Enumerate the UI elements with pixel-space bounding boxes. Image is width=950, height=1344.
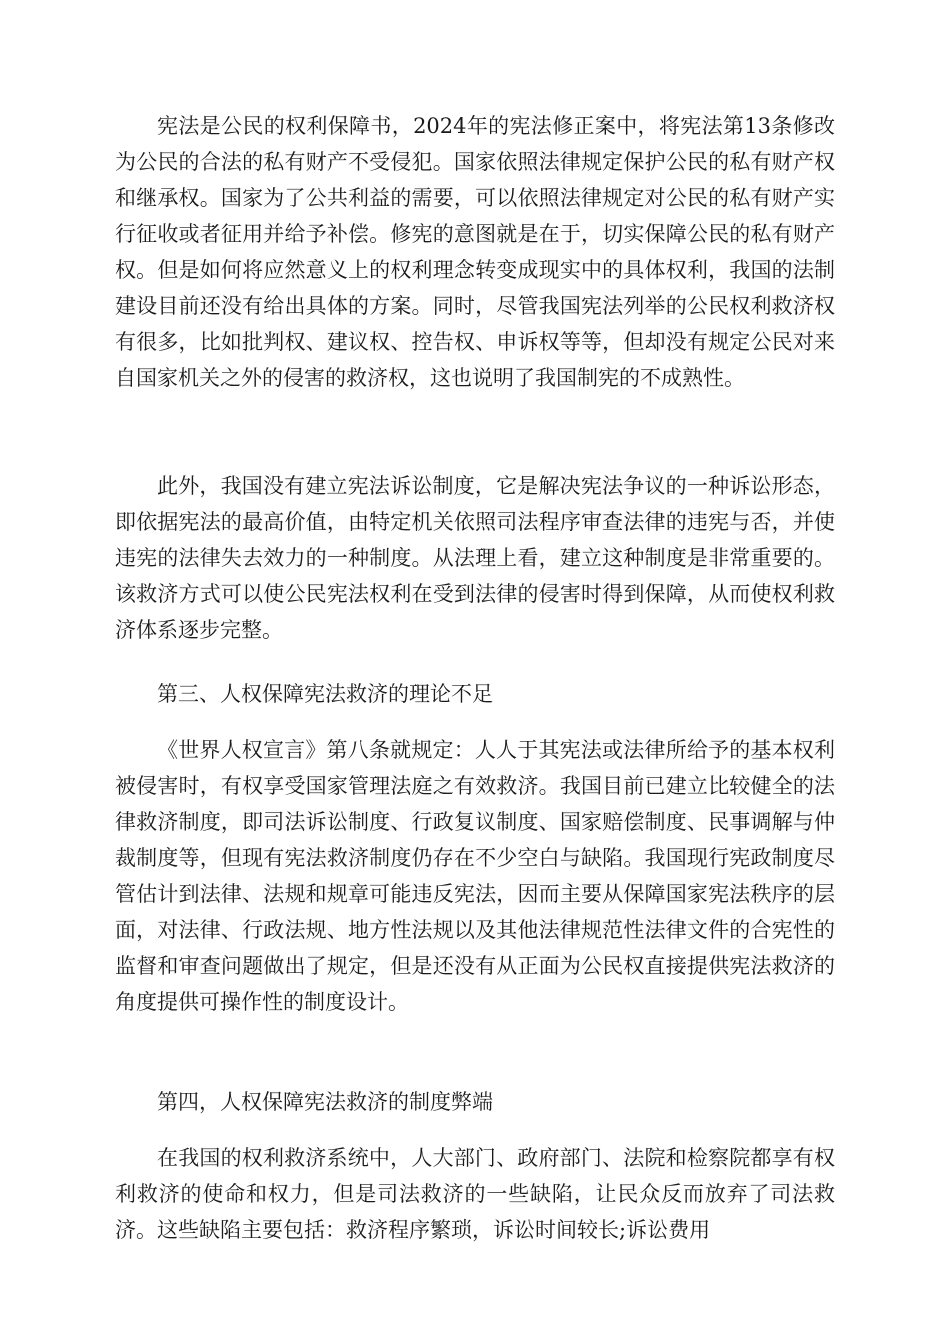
paragraph-human-rights-declaration: [115, 732, 835, 1020]
paragraph-text: 此外，我国没有建立宪法诉讼制度，它是解决宪法争议的一种诉讼形态，即依据宪法的最高价值，由特定机关依照司法程序审查法律的违宪与否，并使违宪的法律失去效力的一种制度。从法理上看，建立这种制度是非常重要的。该救济方式可以使公民宪法权利在受到法律的侵害时得到保障，从而使权利救济体系逐步完整。: [115, 474, 835, 642]
paragraph-constitutional-litigation: [115, 468, 835, 648]
heading-text: 第三、人权保障宪法救济的理论不足: [157, 682, 493, 706]
paragraph-text: 宪法是公民的权利保障书，2024年的宪法修正案中，将宪法第13条修改为公民的合法的私有财产不受侵犯。国家依照法律规定保护公民的私有财产权和继承权。国家为了公共利益的需要，可以依照法律规定对公民的私有财产实行征收或者征用并给予补偿。修宪的意图就是在于，切实保障公民的私有财产权。但是如何将应然意义上的权利理念转变成现实中的具体权利，我国的法制建设目前还没有给出具体的方案。同时，尽管我国宪法列举的公民权利救济权有很多，比如批判权、建议权、控告权、申诉权等等，但却没有规定公民对来自国家机关之外的侵害的救济权，这也说明了我国制宪的不成熟性。: [115, 114, 835, 390]
paragraph-remedy-system: [115, 1140, 835, 1248]
heading-text: 第四，人权保障宪法救济的制度弊端: [157, 1090, 493, 1114]
paragraph-text: 在我国的权利救济系统中，人大部门、政府部门、法院和检察院都享有权利救济的使命和权力，但是司法救济的一些缺陷，让民众反而放弃了司法救济。这些缺陷主要包括：救济程序繁琐，诉讼时间较长;诉讼费用: [115, 1146, 835, 1242]
paragraph-private-property: [115, 108, 835, 396]
paragraph-text: 《世界人权宣言》第八条就规定：人人于其宪法或法律所给予的基本权利被侵害时，有权享受国家管理法庭之有效救济。我国目前已建立比较健全的法律救济制度，即司法诉讼制度、行政复议制度、国家赔偿制度、民事调解与仲裁制度等，但现有宪法救济制度仍存在不少空白与缺陷。我国现行宪政制度尽管估计到法律、法规和规章可能违反宪法，因而主要从保障国家宪法秩序的层面，对法律、行政法规、地方性法规以及其他法律规范性法律文件的合宪性的监督和审查问题做出了规定，但是还没有从正面为公民权直接提供宪法救济的角度提供可操作性的制度设计。: [115, 738, 835, 1014]
section-heading-system: [115, 1084, 835, 1120]
section-heading-theory: [115, 676, 835, 712]
